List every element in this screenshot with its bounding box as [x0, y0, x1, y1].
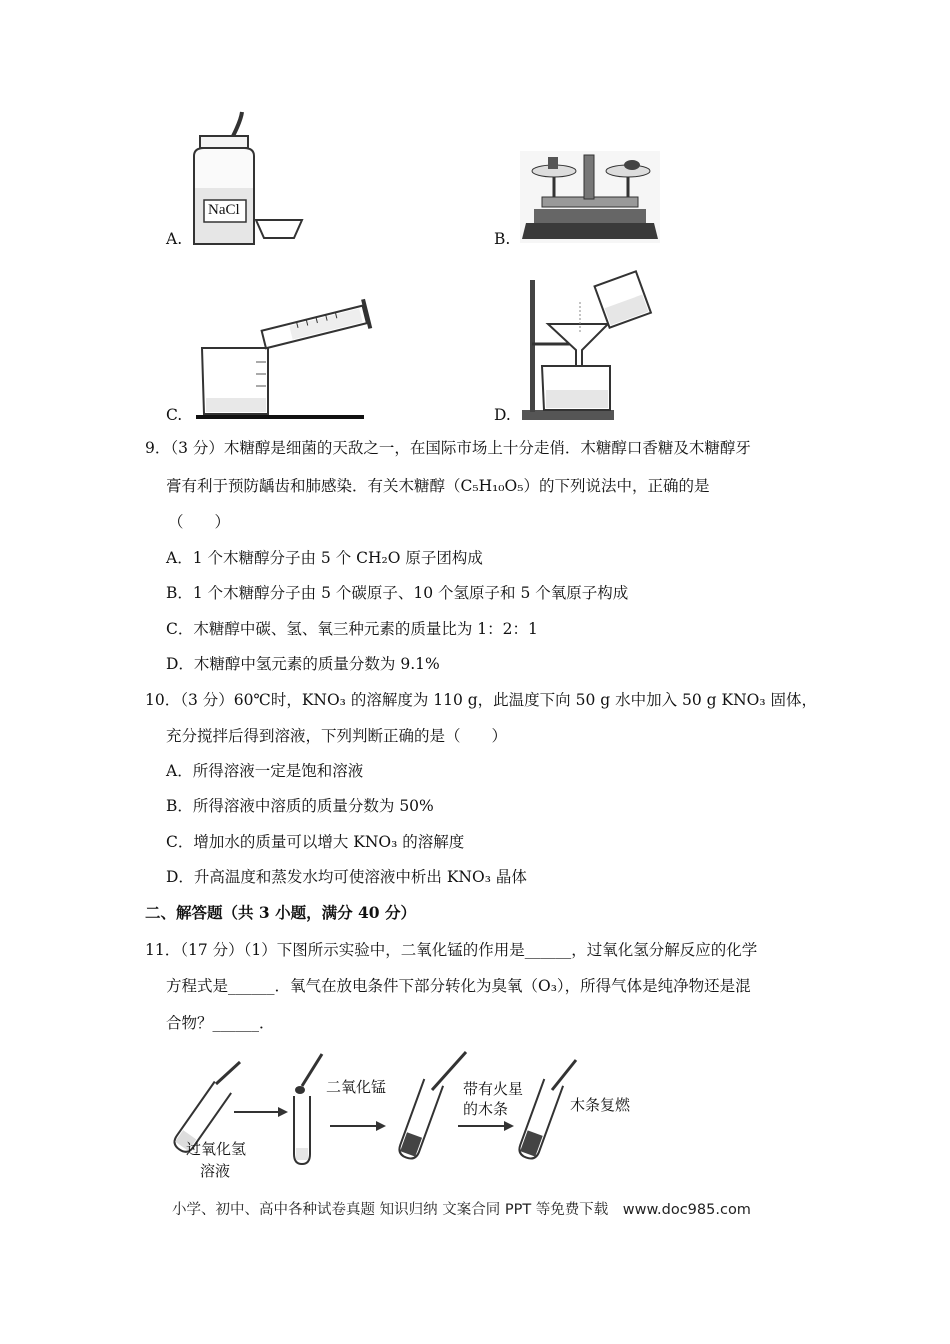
- q11-line-2: 方程式是______．氧气在放电条件下部分转化为臭氧（O₃），所得气体是纯净物还是混: [166, 977, 751, 995]
- figure-c-label: C.: [166, 406, 183, 424]
- q9-line-2: 膏有利于预防龋齿和肺感染．有关木糖醇（C₅H₁₀O₅）的下列说法中，正确的是: [166, 477, 710, 495]
- q9-option-c: C．木糖醇中碳、氢、氧三种元素的质量比为 1：2：1: [166, 620, 538, 638]
- q9-option-b: B．1 个木糖醇分子由 5 个碳原子、10 个氢原子和 5 个氧原子构成: [166, 584, 629, 602]
- figure-b-label: B.: [494, 230, 511, 248]
- label-splint: 带有火星: [463, 1080, 524, 1098]
- q10-line-1: 10．（3 分）60℃时，KNO₃ 的溶解度为 110 g，此温度下向 50 g 水中加入 50 g KNO₃ 固体，: [145, 691, 818, 709]
- q9-line-1: 9．（3 分）木糖醇是细菌的天敌之一，在国际市场上十分走俏．木糖醇口香糖及木糖醇牙: [145, 439, 751, 457]
- figure-a-label: A.: [166, 230, 183, 248]
- figure-a-jar-label: NaCl: [208, 202, 240, 218]
- q11-line-3: 合物？______．: [166, 1014, 275, 1032]
- label-splint-2: 的木条: [463, 1100, 509, 1118]
- figure-a-reagent-jar: [190, 108, 320, 248]
- label-h2o2-2: 溶液: [200, 1162, 231, 1180]
- footer-text: 小学、初中、高中各种试卷真题 知识归纳 文案合同 PPT 等免费下载 www.doc985.com: [172, 1202, 751, 1218]
- q9-option-d: D．木糖醇中氢元素的质量分数为 9.1%: [166, 655, 440, 673]
- label-h2o2: 过氧化氢: [186, 1140, 247, 1158]
- figure-d-filtration: [520, 272, 660, 422]
- figure-d-label: D.: [494, 406, 511, 424]
- section-2-heading: 二、解答题（共 3 小题，满分 40 分）: [145, 903, 416, 922]
- q11-line-1: 11．（17 分）（1）下图所示实验中，二氧化锰的作用是______，过氧化氢分解反应的化学: [145, 941, 758, 959]
- q10-option-b: B．所得溶液中溶质的质量分数为 50%: [166, 797, 434, 815]
- figure-b-balance: [520, 151, 660, 243]
- q10-option-a: A．所得溶液一定是饱和溶液: [166, 762, 364, 780]
- q9-option-a: A．1 个木糖醇分子由 5 个 CH₂O 原子团构成: [166, 549, 483, 567]
- q10-option-c: C．增加水的质量可以增大 KNO₃ 的溶解度: [166, 833, 465, 851]
- label-reignite: 木条复燃: [570, 1096, 631, 1114]
- q10-option-d: D．升高温度和蒸发水均可使溶液中析出 KNO₃ 晶体: [166, 868, 527, 886]
- q10-line-2: 充分搅拌后得到溶液，下列判断正确的是（ ）: [166, 727, 508, 745]
- figure-c-pouring-cylinder: [196, 322, 376, 422]
- q9-line-3: （ ）: [168, 513, 231, 531]
- label-mno2: 二氧化锰: [326, 1078, 387, 1096]
